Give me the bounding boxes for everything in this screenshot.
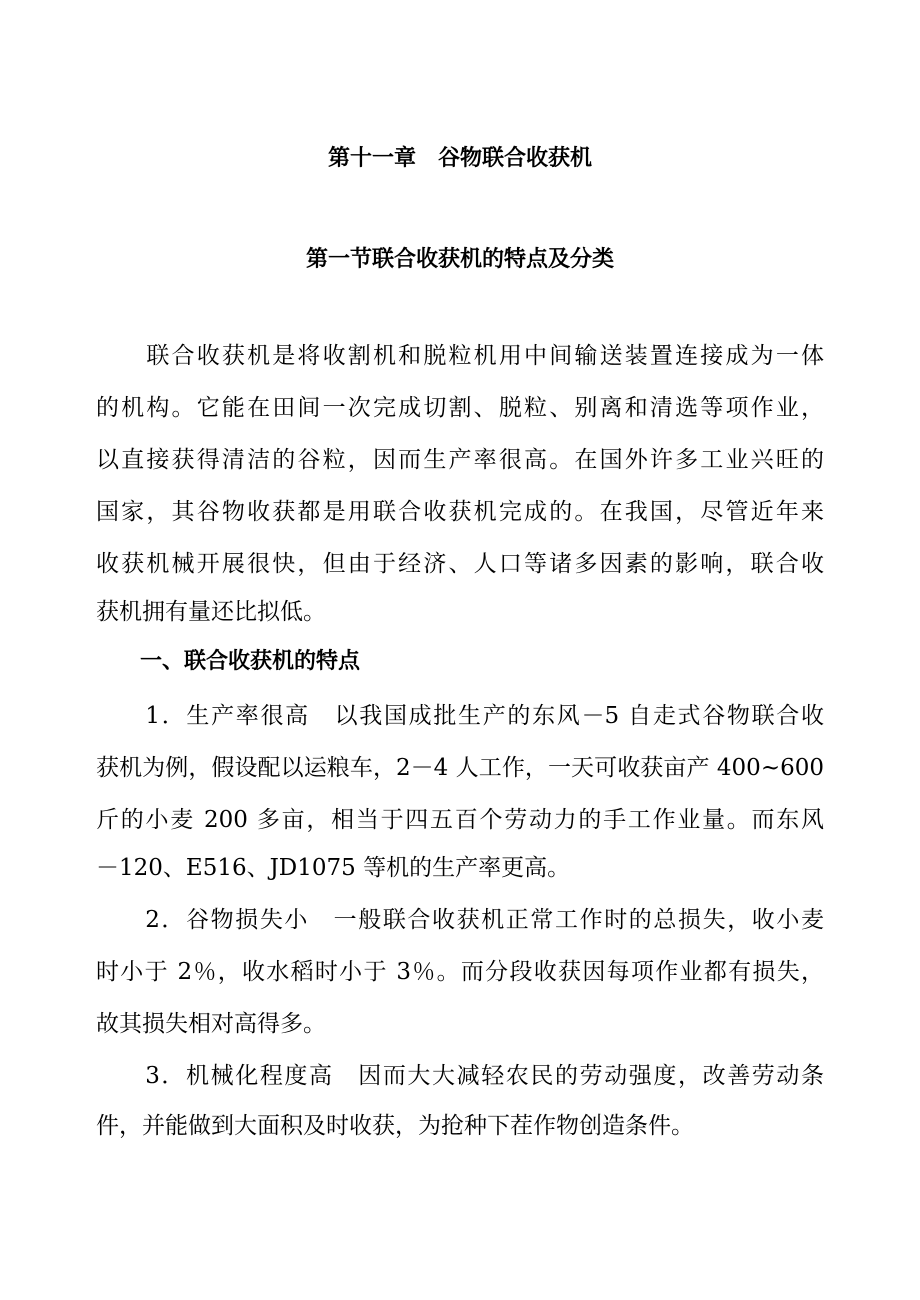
item-1-line: 斤的小麦 200 多亩，相当于四五百个劳动力的手工作业量。而东风: [96, 807, 824, 833]
chapter-title: 第十一章 谷物联合收获机: [327, 146, 592, 171]
paragraph-line: 收获机械开展很快，但由于经济、人口等诸多因素的影响，联合收: [96, 551, 824, 577]
paragraph-line: 的机构。它能在田间一次完成切割、脱粒、别离和清选等项作业，: [96, 395, 824, 421]
paragraph-line: 获机拥有量还比拟低。: [96, 599, 326, 625]
section-title: 第一节联合收获机的特点及分类: [305, 247, 614, 272]
item-2-line: 故其损失相对高得多。: [96, 1011, 326, 1037]
subsection-title: 一、联合收获机的特点: [96, 649, 361, 674]
paragraph-line: 以直接获得清洁的谷粒，因而生产率很高。在国外许多工业兴旺的: [96, 447, 824, 473]
paragraph-line: 国家，其谷物收获都是用联合收获机完成的。在我国，尽管近年来: [96, 499, 824, 525]
item-1-line: 1．生产率很高 以我国成批生产的东风－5 自走式谷物联合收: [96, 703, 824, 729]
item-1-line: 获机为例，假设配以运粮车，2－4 人工作，一天可收获亩产 400~600: [96, 755, 824, 781]
item-2-line: 时小于 2％，收水稻时小于 3％。而分段收获因每项作业都有损失，: [96, 959, 824, 985]
item-3-line: 件，并能做到大面积及时收获，为抢种下茬作物创造条件。: [96, 1113, 694, 1139]
paragraph-line: 联合收获机是将收割机和脱粒机用中间输送装置连接成为一体: [96, 343, 824, 369]
item-1-line: －120、E516、JD1075 等机的生产率更高。: [96, 855, 571, 881]
item-2-line: 2．谷物损失小 一般联合收获机正常工作时的总损失，收小麦: [96, 907, 824, 933]
item-3-line: 3．机械化程度高 因而大大减轻农民的劳动强度，改善劳动条: [96, 1063, 824, 1089]
